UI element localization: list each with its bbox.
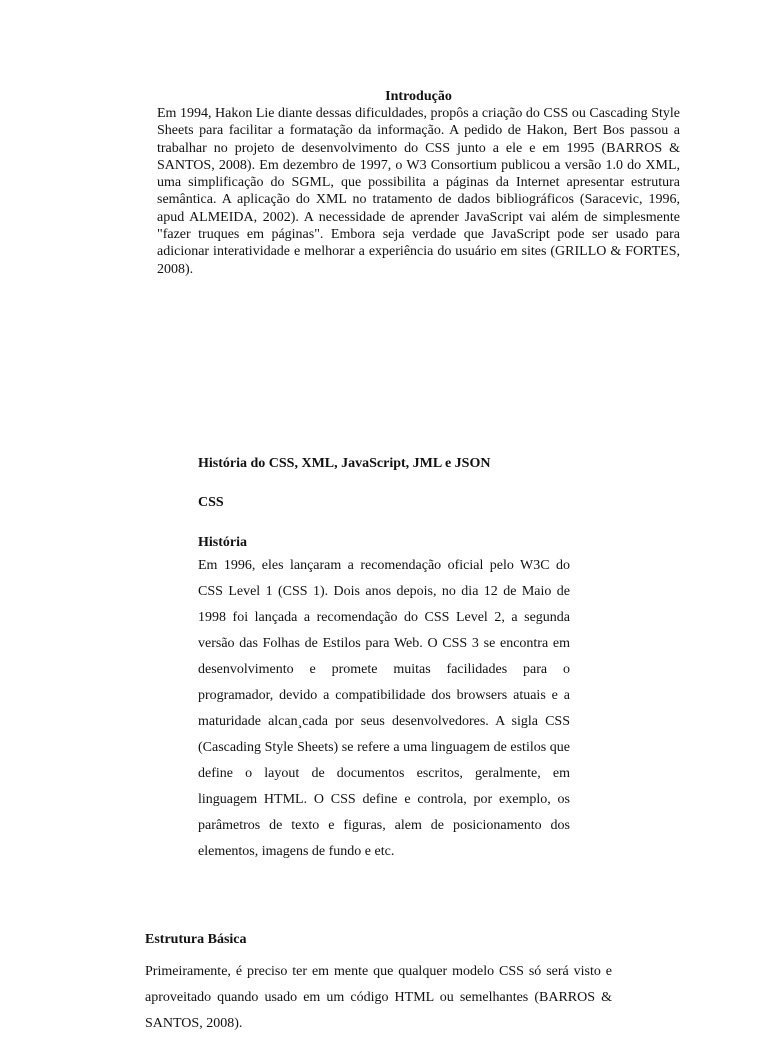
history-section-heading: História do CSS, XML, JavaScript, JML e JSON: [198, 456, 491, 471]
css-subheading: CSS: [198, 495, 224, 510]
history-paragraph: Em 1996, eles lançaram a recomendação oficial pelo W3C do CSS Level 1 (CSS 1). Dois anos depois, no dia 12 de Maio de 1998 foi lançada a recomendação do CSS Level 2, a segunda versão das Folhas de Estilos para Web. O CSS 3 se encontra em desenvolvimento e promete muitas facilidades para o programador, devido a compatibilidade dos browsers atuais e a maturidade alcan¸cada por seus desenvolvedores. A sigla CSS (Cascading Style Sheets) se refere a uma linguagem de estilos que define o layout de documentos escritos, geralmente, em linguagem HTML. O CSS define e controla, por exemplo, os parâmetros de texto e figuras, alem de posicionamento dos elementos, imagens de fundo e etc.: [198, 558, 570, 859]
historia-subheading: História: [198, 535, 247, 550]
estrutura-paragraph: Primeiramente, é preciso ter em mente que qualquer modelo CSS só será visto e aproveitado quando usado em um código HTML ou semelhantes (BARROS & SANTOS, 2008).: [145, 964, 612, 1031]
intro-paragraph: Em 1994, Hakon Lie diante dessas dificuldades, propôs a criação do CSS ou Cascading Style Sheets para facilitar a formatação da informação. A pedido de Hakon, Bert Bos passou a trabalhar no projeto de desenvolvimento do CSS junto a ele e em 1995 (BARROS & SANTOS, 2008). Em dezembro de 1997, o W3 Consortium publicou a versão 1.0 do XML, uma simplificação do SGML, que possibilita a páginas da Internet apresentar estrutura semântica. A aplicação do XML no tratamento de dados bibliográficos (Saracevic, 1996, apud ALMEIDA, 2002). A necessidade de aprender JavaScript vai além de simplesmente "fazer truques em páginas". Embora seja verdade que JavaScript pode ser usado para adicionar interatividade e melhorar a experiência do usuário em sites (GRILLO & FORTES, 2008).: [157, 106, 680, 277]
estrutura-basica-heading: Estrutura Básica: [145, 932, 247, 947]
intro-title: Introdução: [385, 89, 452, 104]
